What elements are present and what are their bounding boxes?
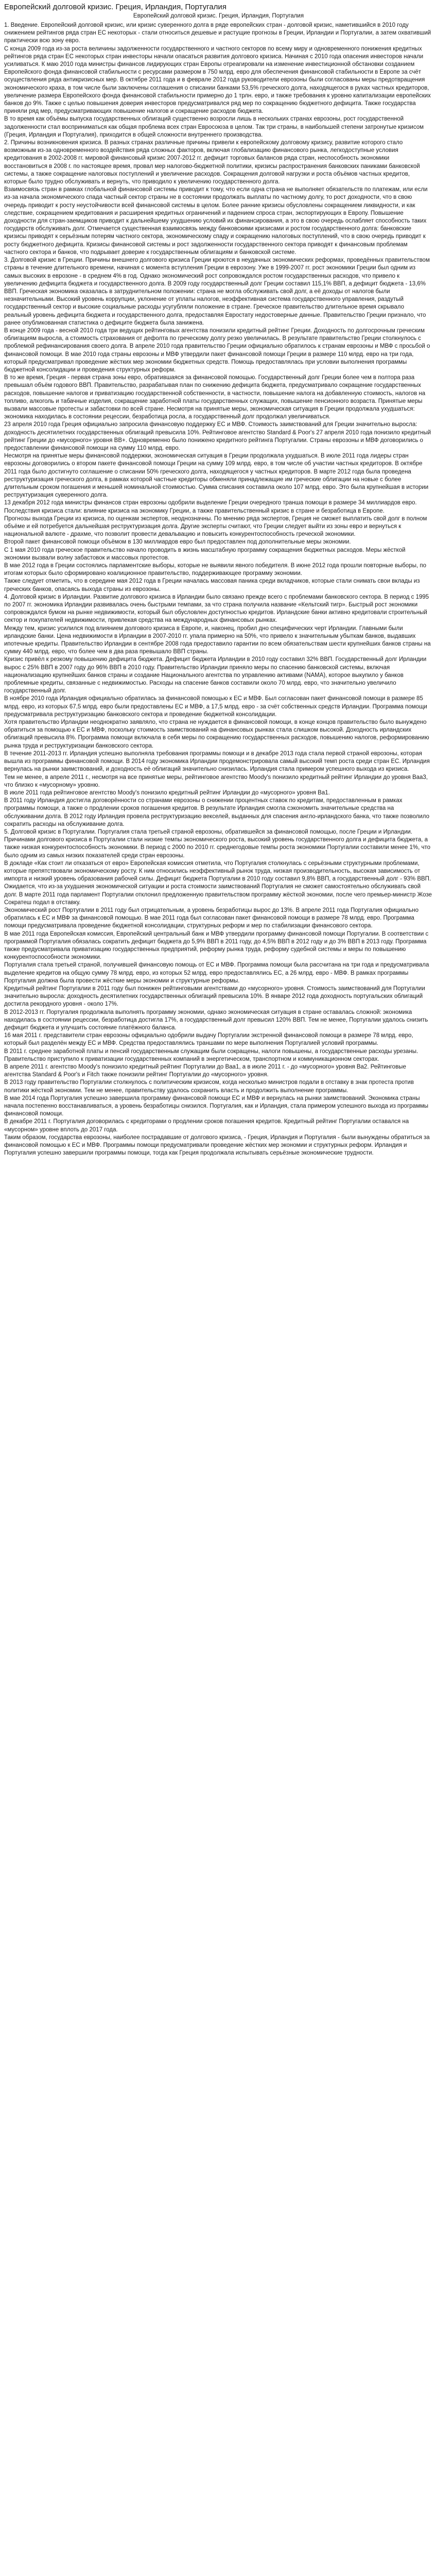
paragraph: Ожидается, что из-за ухудшения экономической ситуации и роста стоимости заимствований Португалия не сможет самостоятельно обслуживать свой долг. В марте 2011 года парламент Португалии отклонил предложенную правительством программу жёсткой экономии, после чего премьер-министр Жозе Сократеш подал в отставку. [4,884,432,906]
paragraph: Хотя правительство Ирландии неоднократно заявляло, что страна не нуждается в финансовой помощи, в конце концов правительство было вынуждено обратиться за помощью к ЕС и МВФ, поскольку стоимость заимствований на финансовых рынках стала слишком высокой. Доходность ирландских облигаций превысила 8%. Программа помощи включала в себя меры по сокращению государственных расходов, повышению налогов, реформированию рынка труда и реструктуризации банковского сектора. [4,719,429,749]
paragraph: В июле 2011 года рейтинговое агентство Moody's понизило кредитный рейтинг Ирландии до «мусорного» уровня Ba1. [4,789,330,796]
paragraph: 4. Долговой кризис в Ирландии. Развитие долгового кризиса в Ирландии было связано прежде всего с проблемами банковского сектора. В период с 1995 по 2007 гг. экономика Ирландии развивалась очень быстрыми темпами, за что страна получила название «Кельтский тигр». Быстрый рост экономики сопровождался бумом на рынке недвижимости, который был обусловлен доступностью кредитов. Ирландские банки активно кредитовали строительный сектор и покупателей недвижимости, привлекая средства на международных финансовых рынках. [4,594,429,624]
paragraph: Португалия стала третьей страной, получившей финансовую помощь от ЕС и МВФ. Программа помощи была рассчитана на три года и предусматривала выделение кредитов на общую сумму 78 млрд. евро, из которых 52 млрд. евро предоставлялись ЕС, а 26 млрд. евро - МВФ. В рамках программы Португалия должна была провести жёсткие меры экономии и структурные реформы. [4,962,429,984]
paragraph: Тем не менее, в апреле 2011 г., несмотря на все принятые меры, рейтинговое агентство Moody's понизило кредитный рейтинг Ирландии до уровня Baa3, что близко к «мусорному» уровню. [4,774,428,788]
paragraph: В то время как объёмы выпуска государственных облигаций существенно возросли лишь в нескольких странах еврозоны, рост государственной задолженности стал восприниматься как общая проблема всех стран Евросоюза в целом. Так три страны, в наибольшей степени затронутые кризисом (Греция, Ирландия и Португалия), приходится в общей сложности внутреннего производства. [4,116,424,138]
paragraph: Взаимосвязь стран в рамках глобальной финансовой системы приводит к тому, что если одна страна не выполняет обязательств по платежам, или если из-за начала экономического спада частный сектор страны не в состоянии продолжать выплаты по частному долгу, то рост доходности, что в свою очередь приводит к росту неустойчивости всей финансовой системы в целом. Более ранние кризисы обусловлены сокращением ликвидности, и как следствие, сокращением кредитования и расширения кредитных ограничений и падением спроса стран, экспортирующих в Европу. Повышение доходности для стран-заемщиков приводит к дальнейшему ухудшению условий их финансирования, а это в свою очередь ослабляет способность таких государств обслуживать долг. Отмечается существенная взаимосвязь между банковскими кризисами и ростом государственного долга: банковские кризисы приводят к серьёзным потерям частного сектора, экономическому спаду и сокращению налоговых поступлений, что в свою очередь приводит к росту бюджетного дефицита. Кризисы финансовой системы и рост задолженности государственного сектора приводят к финансовым проблемам частного сектора и банков, что подрывает доверие к государственным облигациям и банковской системе. [4,187,428,256]
paragraph: 2. Причины возникновения кризиса. В разных странах различные причины привели к европейскому долговому кризису, развитие которого стало возможным из-за одновременного воздействия ряда сложных факторов, включая глобализацию финансового рынка, легкодоступные условия кредитования в 2002-2008 гг. мировой финансовый кризис 2007-2012 гг. дефицит торговых балансов ряда стран, неспособность экономики восстановиться в 2008 г. по настоящее время, провал мер налогово-бюджетной политики, кризисы распространения банковских паниками банковской системы, а также сокращение налоговых поступлений и увеличение расходов. Сокращения долговой нагрузки и роста объёмов частных кредитов, которые было трудно обслуживать и вернуть, что приводило к увеличению государственного долга. [4,140,420,185]
document-subtitle: Европейский долговой кризис. Греция, Ирландия, Португалия [133,13,304,19]
paragraph: 16 мая 2011 г. представители стран еврозоны официально одобрили выдачу Португалии экстренной финансовой помощи в размере 78 млрд. евро, который был разделён между ЕС и МВФ. Средства предоставлялись траншами по мере выполнения Португалией условий программы. [4,1032,413,1047]
paragraph: В докладе «Как стоит ли отказаться от евро» Европейская комиссия отметила, что Португалия столкнулась с серьёзными структурными проблемами, которые препятствовали экономическому росту. К ним относились неэффективный рынок труда, низкая производительность, высокая зависимость от импорта и низкий уровень образования рабочей силы. Дефицит бюджета Португалии в 2010 году составил 9,8% ВВП, а государственный долг - 93% ВВП. [4,860,431,883]
paragraph: Прогнозы выхода Греции из кризиса, по оценкам экспертов, неоднозначны. По мнению ряда экспертов, Греция не сможет выплатить свой долг в полном объёме и ей потребуется дальнейшая реструктуризация долга. Другие эксперты считают, что Греции следует выйти из зоны евро и вернуться к национальной валюте - драхме, что позволит провести девальвацию и повысить конкурентоспособность греческой экономики. [4,515,427,538]
paragraph: 3. Долговой кризис в Греции. Причины внешнего долгового кризиса Греции кроются в неудачных экономических реформах, проведённых правительством страны в течение длительного времени, начиная с момента вступления Греции в еврозону. Уже в 1999-2007 гг. рост экономики Греции был одним из самых высоких в еврозоне - в среднем 4% в год. Однако экономический рост сопровождался ростом государственных расходов, что привело к увеличению дефицита бюджета и государственного долга. В 2009 году государственный долг Греции составил 115,1% ВВП, а дефицит бюджета - 13,6% ВВП. Греческая экономика оказалась в затруднительном положении: страна не могла обслуживать свой долг, а её доходы от налогов были незначительными. Высокий уровень коррупции, уклонение от уплаты налогов, неэффективная система государственного управления, раздутый государственный сектор и высокие социальные расходы усугубляли положение в стране. Греческое правительство длительное время скрывало реальный уровень дефицита бюджета и государственного долга, предоставляя Евростату недостоверные данные. Правительство Греции признало, что ранее опубликованная статистика о дефиците бюджета была занижена. [4,257,430,326]
paragraph: 5. Долговой кризис в Португалии. Португалия стала третьей страной еврозоны, обратившейся за финансовой помощью, после Греции и Ирландии. Причинами долгового кризиса в Португалии стали низкие темпы экономического роста, высокий уровень государственного долга и дефицита бюджета, а также низкая конкурентоспособность экономики. В период с 2000 по 2010 гг. среднегодовые темпы роста экономики Португалии составили менее 1%, что было одним из самых низких показателей среди стран еврозоны. [4,828,431,859]
paragraph: В мае 2014 года Португалия успешно завершила программу финансовой помощи ЕС и МВФ и вернулась на рынки заимствований. Экономика страны начала постепенно восстанавливаться, а уровень безработицы снизился. Португалия, как и Ирландия, стала примером успешного выхода из программы финансовой помощи. [4,1095,429,1117]
paragraph: 13 декабря 2012 года министры финансов стран еврозоны одобрили выделение Греции очередного транша помощи в размере 34 миллиардов евро. [4,500,417,506]
paragraph: Экономический рост Португалии в 2011 году был отрицательным, а уровень безработицы вырос до 13%. В апреле 2011 года Португалия официально обратилась к ЕС и МВФ за финансовой помощью. В мае 2011 года был согласован пакет финансовой помощи в размере 78 млрд. евро. Программа помощи предусматривала проведение бюджетной консолидации, структурных реформ и мер по стабилизации финансового сектора. [4,907,418,929]
paragraph: С конца 2009 года из-за роста величины задолженности государственного и частного секторов по всему миру и одновременного понижения кредитных рейтингов ряда стран ЕС некоторых стран инвесторы начали опасаться развития долгового кризиса. Начиная с 2010 года опасения инвесторов начали усиливаться. К маю 2010 года министры финансов лидирующих стран Европы отреагировали на изменение инвестиционной обстановки созданием Европейского фонда финансовой стабильности с ресурсами размером в 750 млрд. евро для обеспечения финансовой стабильности в Европе за счёт осуществления ряда антикризисных мер. В октябре 2011 года и в феврале 2012 года руководители еврозоны были согласованы меры предотвращения экономического краха, в том числе были заключены соглашения о списании банками 53,5% греческого долга, находящегося в руках частных кредиторов, увеличение размера Европейского фонда финансовой стабильности примерно до 1 трлн. евро, и также требования к уровню капитализации европейских банков до 9%. Также с целью повышения доверия инвесторов предусматривался ряд мер по сокращению бюджетного дефицита. Также государства приняли ряд мер, предусматривающих повышение налогов и сокращение расходов бюджета. [4,45,431,115]
paragraph: В течение 2011-2013 гг. Ирландия успешно выполняла требования программы помощи и в декабре 2013 года стала первой страной еврозоны, которая вышла из программы финансовой помощи. В 2014 году экономика Ирландии продемонстрировала самый высокий темп роста среди стран ЕС. Ирландия вернулась на рынки заимствований, и доходность её облигаций значительно снизилась. Ирландия стала примером успешного выхода из кризиса. [4,750,430,773]
paragraph: В 2011 году Ирландия достигла договорённости со странами еврозоны о снижении процентных ставок по кредитам, предоставленным в рамках программы помощи, а также о продлении сроков погашения кредитов. В результате Ирландия смогла сэкономить значительные средства на обслуживании долга. В 2012 году Ирландия провела реструктуризацию векселей, выданных для спасения англо-ирландского банка, что также позволило сократить расходы на обслуживание долга. [4,798,429,827]
paragraph: Кредитный рейтинг Португалии в 2011 году был понижен рейтинговыми агентствами до «мусорного» уровня. Стоимость заимствований для Португалии значительно выросла: доходность десятилетних государственных облигаций превысила 10%. В январе 2012 года доходность португальских облигаций достигла рекордного уровня - около 17%. [4,985,425,1008]
paragraph: Последствия кризиса стали: влияние кризиса на экономику Греции, а также правительственный кризис в стране и безработица в Европе. [4,507,385,514]
paragraph: В мае 2012 года в Греции состоялись парламентские выборы, которые не выявили явного победителя. В июне 2012 года прошли повторные выборы, по итогам которых было сформировано коалиционное правительство, поддерживающее программу экономии. [4,563,427,577]
paragraph: В 2013 году правительство Португалии столкнулось с политическим кризисом, когда несколько министров подали в отставку в знак протеста против политики жёсткой экономии. Тем не менее, правительству удалось сохранить власть и продолжить выполнение программы. [4,1079,414,1094]
paragraph: В декабре 2011 г. Португалия договорилась с кредиторами о продлении сроков погашения кредитов. Кредитный рейтинг Португалии оставался на «мусорном» уровне вплоть до 2017 года. [4,1118,409,1133]
paragraph: В апреле 2011 г. агентство Moody's понизило кредитный рейтинг Португалии до Baa1, а в июле 2011 г. - до «мусорного» уровня Ba2. Рейтинговые агентства Standard & Poor's и Fitch также понизили рейтинг Португалии до «мусорного» уровня. [4,1064,406,1078]
paragraph: В 2011 г. среднее заработной платы и пенсий государственным служащим были сокращены, налоги повышены, а государственные расходы урезаны. Правительство приступило к приватизации государственных компаний в энергетическом, транспортном и коммуникационном секторах. [4,1048,418,1062]
paragraph: В мае 2011 года Европейская комиссия, Европейский центральный банк и МВФ утвердили программу финансовой помощи Португалии. В соответствии с программой Португалия обязалась сократить дефицит бюджета до 5,9% ВВП в 2011 году, до 4,5% ВВП в 2012 году и до 3% ВВП в 2013 году. Программа также предусматривала приватизацию государственных предприятий, реформу рынка труда, реформу судебной системы и меры по повышению конкурентоспособности экономики. [4,930,429,961]
paragraph: 1. Введение. Европейский долговой кризис, или кризис суверенного долга в ряде европейских стран - долговой кризис, наметившийся в 2010 году снижением рейтингов ряда стран ЕС некоторых - стали относиться дешевые и растущие прогнозы в Греции, Ирландии и Португалии, а затем охвативший практически всю зону евро. [4,22,431,44]
paragraph: С 1 мая 2010 года греческое правительство начало проводить в жизнь масштабную программу сокращения бюджетных расходов. Меры жёсткой экономии вызвали волну забастовок и массовых протестов. [4,547,406,561]
paragraph: В то же время, Греция - первая страна зоны евро, обратившаяся за финансовой помощью. Государственный долг Греции более чем в полтора раза превышал объём годового ВВП. Правительство, разрабатывая план по снижению дефицита бюджета, предусматривало сокращение государственных расходов, повышение налогов и приватизацию государственной собственности, в частности, повышение налога на добавленную стоимость, налогов на топливо, алкоголь и табачные изделия, сокращение заработной платы государственных служащих, повышение пенсионного возраста. Принятые меры вызвали массовые протесты и забастовки по всей стране. Несмотря на принятые меры, экономическая ситуация в Греции продолжала ухудшаться: экономика находилась в состоянии рецессии, безработица росла, а государственный долг продолжал увеличиваться. [4,375,426,420]
document-title: Европейский долговой кризис. Греция, Ирландия, Португалия [4,3,226,11]
paragraph: Также следует отметить, что в середине мая 2012 года в Греции началась массовая паника среди вкладчиков, которые стали снимать свои вклады из греческих банков, опасаясь выхода страны из еврозоны. [4,578,420,592]
paragraph: В ноябре 2010 года Ирландия официально обратилась за финансовой помощью к ЕС и МВФ. Был согласован пакет финансовой помощи в размере 85 млрд. евро, из которых 67,5 млрд. евро были предоставлены ЕС и МВФ, а 17,5 млрд. евро - за счёт собственных средств Ирландии. Программа помощи предусматривала реструктуризацию банковского сектора и проведение бюджетной консолидации. [4,696,427,718]
paragraph: В конце 2009 года - весной 2010 года три ведущих рейтинговых агентства понизили кредитный рейтинг Греции. Доходность по долгосрочным греческим облигациям выросла, а стоимость страхования от дефолта по греческому долгу резко увеличилась. В результате правительство Греции столкнулось с проблемой рефинансирования своего долга. В апреле 2010 года правительство Греции официально обратилось к странам еврозоны и МВФ с просьбой о финансовой помощи. В мае 2010 года страны еврозоны и МВФ утвердили пакет финансовой помощи Греции в размере 110 млрд. евро на три года, который предусматривал проведение жёстких мер экономии бюджетных средств. Помощь предоставлялась при условии выполнения программы бюджетной консолидации и проведения структурных реформ. [4,327,430,373]
document-body [4,22,433,1157]
paragraph: Между тем, кризис усилился под влиянием долгового кризиса в Европе, и, наконец, пробил дно специфических черт Ирландии. Главными были ирландские банки. Цена недвижимости в Ирландии в 2007-2010 гг. упала примерно на 50%, что привело к значительным убыткам банков, выдавших ипотечные кредиты. Правительство Ирландии в сентябре 2008 года предоставило гарантии по всем обязательствам шести крупнейших банков страны на сумму 440 млрд. евро, что более чем в два раза превышало ВВП страны. [4,625,431,655]
paragraph: Несмотря на принятые меры финансовой поддержки, экономическая ситуация в Греции продолжала ухудшаться. В июле 2011 года лидеры стран еврозоны договорились о втором пакете финансовой помощи Греции на сумму 109 млрд. евро, в том числе об участии частных кредиторов. В октябре 2011 года было достигнуто соглашение о списании 50% греческого долга, находящегося у частных кредиторов. В марте 2012 года была проведена реструктуризация греческого долга, в рамках которой частные кредиторы обменяли принадлежащие им греческие облигации на новые с более длительным сроком погашения и меньшей номинальной стоимостью. Сумма списания составила около 107 млрд. евро. Это была крупнейшая в истории реструктуризация суверенного долга. [4,453,429,499]
paragraph: В 2012-2013 гг. Португалия продолжала выполнять программу экономии, однако экономическая ситуация в стране оставалась сложной: экономика находилась в состоянии рецессии, безработица достигла 17%, а государственный долг превысил 120% ВВП. Тем не менее, Португалии удалось снизить дефицит бюджета и улучшить состояние платёжного баланса. [4,1009,428,1031]
paragraph: 23 апреля 2010 года Греция официально запросила финансовую поддержку ЕС и МВФ. Стоимость заимствований для Греции значительно выросла: доходность десятилетних государственных облигаций превысила 10%. Рейтинговое агентство Standard & Poor's 27 апреля 2010 года понизило кредитный рейтинг Греции до «мусорного» уровня BB+. Одновременно было понижено кредитного рейтинга Португалии. Страны еврозоны и МВФ договорились о предоставлении финансовой помощи на сумму 110 млрд. евро. [4,421,431,451]
paragraph: Кризис привёл к резкому повышению дефицита бюджета. Дефицит бюджета Ирландии в 2010 году составил 32% ВВП. Государственный долг Ирландии вырос с 25% ВВП в 2007 году до 96% ВВП в 2010 году. Правительство Ирландии приняло меры по спасению банковской системы, включая национализацию крупнейших банков страны и создание Национального агентства по управлению активами (NAMA), которое выкупило у банков проблемные кредиты, связанные с недвижимостью. Расходы на спасение банков составили около 70 млрд. евро, что значительно увеличило государственный долг. [4,656,427,694]
paragraph: Таким образом, государства еврозоны, наиболее пострадавшие от долгового кризиса, - Греция, Ирландия и Португалия - были вынуждены обратиться за финансовой помощью к ЕС и МВФ. Программы помощи предусматривали проведение жёстких мер экономии и структурных реформ. Ирландия и Португалия успешно завершили программы помощи, тогда как Греция продолжала испытывать серьёзные экономические трудности. [4,1134,430,1157]
paragraph: Второй пакет финансовой помощи объёмом в 130 миллиардов евро был предоставлен под дополнительные меры экономии. [4,539,351,546]
